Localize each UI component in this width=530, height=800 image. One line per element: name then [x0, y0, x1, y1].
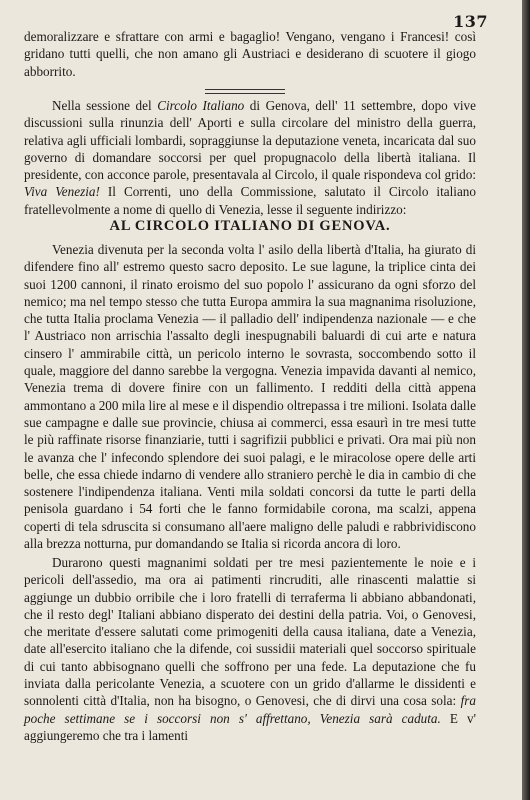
paragraph-appeal-text-1: Durarono questi magnanimi soldati per tre mesi pazientemente le noie e i pericoli dell'assedio, ma ora ai patimenti rincruditi, alle rinascenti malattie si aggiunge un dubbio orribile che i loro fratelli di terraferma li abbiano abbandonati, che il resto degl' Italiani abbiano disperato dei destini della patria. Voi, o Genovesi, che meritate d'essere salutati come primogeniti della causa italiana, date a Venezia, date all'esercito italiano che la difende, coi sussidii materiali quel soccorso spirituale di cui tanto abbisognano quelli che soffrono per una fede. La deputazione che fu inviata dalla pericolante Venezia, a scuotere con un grido d'allarme le dissidenti e sonnolenti città d'Italia, non ha bisogno, o Genovesi, che di dirvi una cosa sola: — [24, 555, 476, 709]
paragraph-appeal — [24, 554, 476, 744]
paragraph-address-body: Venezia divenuta per la seconda volta l' asilo della libertà d'Italia, ha giurato di difendere fino all' estremo questo sacro deposito. Le sue lagune, la triplice cinta dei suoi 1200 cannoni, il rinato eroismo del suo popolo l' assicurano da ogni sforzo del nemico; ma nel tempo stesso che tutta Europa ammira la sua magnanima risoluzione, che tutta Italia proclama Venezia — il palladio dell' indipendenza nazionale — e che l' Austriaco non arrischia l'assalto degli inespugnabili baluardi di cui arte e natura cinsero l' ammirabile città, un pericolo interno le sovrasta, soccombendo sotto il quale, maggiore del danno sarebbe la vergogna. Venezia impavida davanti al nemico, Venezia trema di dovere finire con un fallimento. I redditi della città appena ammontano a 200 mila lire al mese e il dispendio oltrepassa i tre milioni. Isolata dalle sue campagne e dalle sue provincie, chiusa ai commerci, essa esaurì in tre mesi tutte le più raffinate risorse finanziarie, tutti i sagrifizii pubblici e privati. Ora mai più non le avanza che l' infecondo splendore dei suoi palagi, e le miracolose opere delle arti belle, che essa chiede indarno di vendere allo straniero perchè le dia in cambio di che sostenere l'indipendenza italiana. Venti mila soldati concorsi da tutte le parti della penisola guardano i 54 forti che le fanno formidabile corona, ma scalzi, appena coperti di tela sdruscita si consumano all'aere maligno delle paludi e rabbrividiscono alla brezza notturna, pur domandando se Italia si ricorda ancora di loro. — [24, 242, 476, 552]
viva-venezia-italic: Viva Venezia! — [24, 184, 100, 200]
circolo-italiano-italic: Circolo Italiano — [157, 98, 245, 113]
paragraph-session-text-3: Il Correnti, uno della Commissione, salutato il Circolo italiano fratellevolmente a nome di quello di Venezia, lesse il seguente indirizzo: — [24, 184, 476, 217]
section-divider — [205, 89, 285, 94]
appeal-italic-phrase: fra poche settimane se i soccorsi non s' affrettano, Venezia sarà caduta. — [24, 693, 476, 726]
paragraph-session-text-1: Nella sessione del — [52, 98, 158, 113]
address-heading: AL CIRCOLO ITALIANO DI GENOVA. — [109, 218, 391, 234]
page-edge-shadow — [522, 0, 530, 800]
paragraph-appeal-text-2: E v' aggiungeremo che tra i lamenti — [24, 710, 476, 743]
paragraph-opening: demoralizzare e sfrattare con armi e bagaglio! Vengano, vengano i Francesi! così gridano tutti quelli, che non amano gli Austriaci e desiderano di scuotere il giogo abborrito. — [24, 29, 476, 79]
page-number: 137 — [453, 12, 488, 31]
paragraph-session — [24, 97, 476, 218]
paragraph-session-text-2: di Genova, dell' 11 settembre, dopo vive discussioni sulla rinunzia dell' Aporti e sulla circolare del ministro della guerra, relativa agli ufficiali lombardi, sopraggiunse la deputazione veneta, incaricata dal suo governo di domandare soccorsi per quel propugnacolo della libertà italiana. Il presidente, con acconce parole, presentavala al Circolo, il quale rispondeva col grido: — [24, 98, 476, 183]
